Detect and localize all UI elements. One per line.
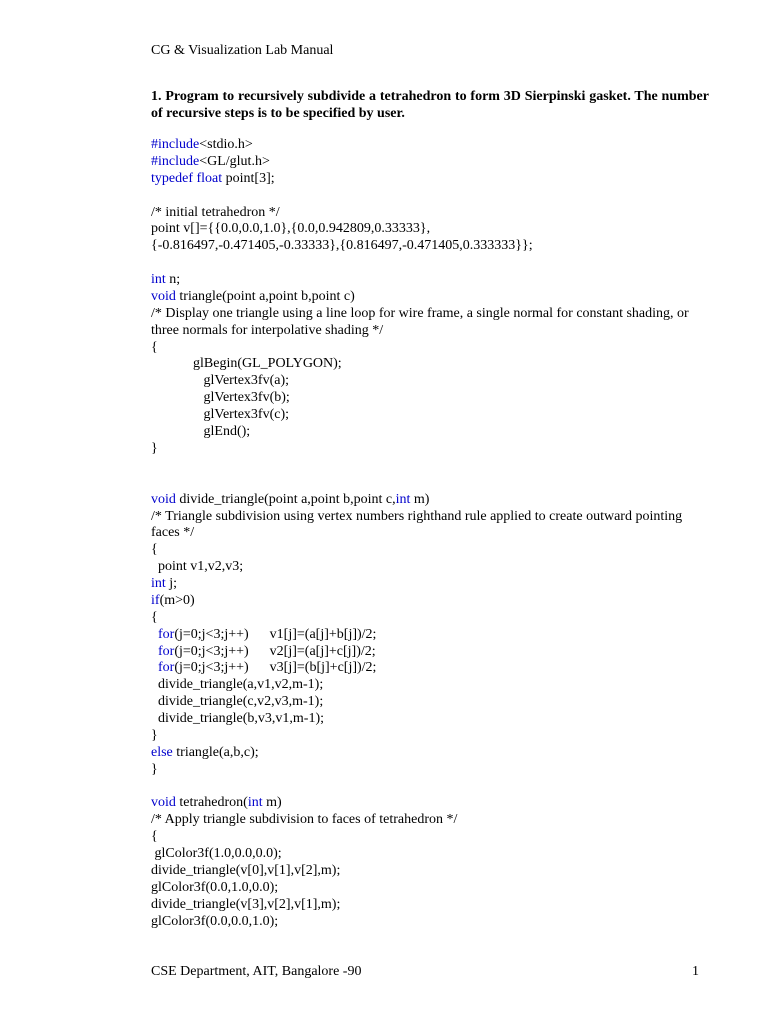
code-line: glVertex3fv(b); <box>151 390 290 406</box>
code-line <box>151 627 711 644</box>
code-line: glBegin(GL_POLYGON); <box>151 356 342 372</box>
code-line: } <box>151 727 158 743</box>
keyword: for <box>158 643 175 659</box>
code-line <box>151 289 711 306</box>
program-title: 1. Program to recursively subdivide a tetrahedron to form 3D Sierpinski gasket. The number of recursive steps is to be specified by user. <box>151 89 709 121</box>
code-text: j; <box>165 576 178 591</box>
code-line: glVertex3fv(a); <box>151 373 290 389</box>
code-line <box>151 795 711 812</box>
blank-line <box>151 779 711 796</box>
code-comment: /* Display one triangle using a line loop for wire frame, a single normal for constant shading, or three normals for interpolative shading */ <box>151 305 689 338</box>
code-line: point v1,v2,v3; <box>151 559 244 575</box>
code-line: point v[]={{0.0,0.0,1.0},{0.0,0.942809,0.33333}, <box>151 221 431 237</box>
code-line <box>151 644 711 661</box>
preprocessor-keyword: #include <box>151 153 200 169</box>
code-comment: /* Apply triangle subdivision to faces of tetrahedron */ <box>151 812 458 828</box>
code-line: } <box>151 440 158 456</box>
code-line <box>151 171 711 188</box>
blank-line <box>151 458 711 492</box>
keyword: void <box>151 795 176 811</box>
code-line <box>151 593 711 610</box>
include-arg: <GL/glut.h> <box>199 153 270 169</box>
code-text: m) <box>262 795 282 811</box>
code-text: (j=0;j<3;j++) v1[j]=(a[j]+b[j])/2; <box>174 626 377 642</box>
keyword: if <box>151 592 160 608</box>
page-number: 1 <box>692 964 699 979</box>
code-text: m) <box>410 491 430 507</box>
keyword: else <box>151 744 173 760</box>
code-line: } <box>151 761 158 777</box>
code-line: divide_triangle(a,v1,v2,m-1); <box>151 677 324 693</box>
code-text: tetrahedron( <box>175 795 248 811</box>
keyword: for <box>158 626 175 642</box>
code-text: triangle(point a,point b,point c) <box>175 288 355 304</box>
code-line: { <box>151 609 158 625</box>
code-line: glColor3f(0.0,1.0,0.0); <box>151 879 279 895</box>
code-line <box>151 154 711 171</box>
blank-line <box>151 255 711 272</box>
code-text: n; <box>165 272 181 287</box>
code-text: (j=0;j<3;j++) v3[j]=(b[j]+c[j])/2; <box>174 660 377 676</box>
code-line <box>151 272 711 289</box>
keyword: int <box>151 576 166 591</box>
code-text: (m>0) <box>159 592 195 608</box>
page-footer: CSE Department, AIT, Bangalore -90 <box>151 964 362 979</box>
keyword: typedef float <box>151 170 223 186</box>
code-line: divide_triangle(v[0],v[1],v[2],m); <box>151 862 341 878</box>
code-line: divide_triangle(b,v3,v1,m-1); <box>151 711 325 726</box>
code-line <box>151 745 711 762</box>
code-line: glColor3f(1.0,0.0,0.0); <box>151 846 282 861</box>
code-line: glVertex3fv(c); <box>151 407 290 422</box>
code-text: divide_triangle(point a,point b,point c, <box>175 491 396 507</box>
code-line: { <box>151 829 158 845</box>
code-text: (j=0;j<3;j++) v2[j]=(a[j]+c[j])/2; <box>174 643 376 659</box>
code-line: { <box>151 542 158 558</box>
code-line <box>151 492 711 509</box>
keyword: void <box>151 288 176 304</box>
code-line <box>151 660 711 677</box>
code-comment: /* Triangle subdivision using vertex numbers righthand rule applied to create outward pointing faces */ <box>151 508 683 541</box>
blank-line <box>151 188 711 205</box>
code-line: glColor3f(0.0,0.0,1.0); <box>151 913 279 929</box>
code-listing <box>151 137 711 930</box>
code-line: divide_triangle(c,v2,v3,m-1); <box>151 694 324 710</box>
code-line: {-0.816497,-0.471405,-0.33333},{0.816497,-0.471405,0.333333}}; <box>151 238 533 254</box>
keyword: for <box>158 660 175 676</box>
code-line: { <box>151 339 158 355</box>
page-header: CG & Visualization Lab Manual <box>151 43 334 58</box>
code-text: triangle(a,b,c); <box>172 744 259 760</box>
code-line <box>151 576 711 593</box>
keyword: int <box>151 272 166 287</box>
code-text: point[3]; <box>222 170 275 186</box>
code-line <box>151 137 711 154</box>
keyword: int <box>247 795 263 811</box>
keyword: void <box>151 491 176 507</box>
code-comment: /* initial tetrahedron */ <box>151 204 280 220</box>
preprocessor-keyword: #include <box>151 137 200 152</box>
code-line: glEnd(); <box>151 423 251 439</box>
code-line: divide_triangle(v[3],v[2],v[1],m); <box>151 896 341 912</box>
keyword: int <box>395 491 411 507</box>
include-arg: <stdio.h> <box>199 137 253 152</box>
